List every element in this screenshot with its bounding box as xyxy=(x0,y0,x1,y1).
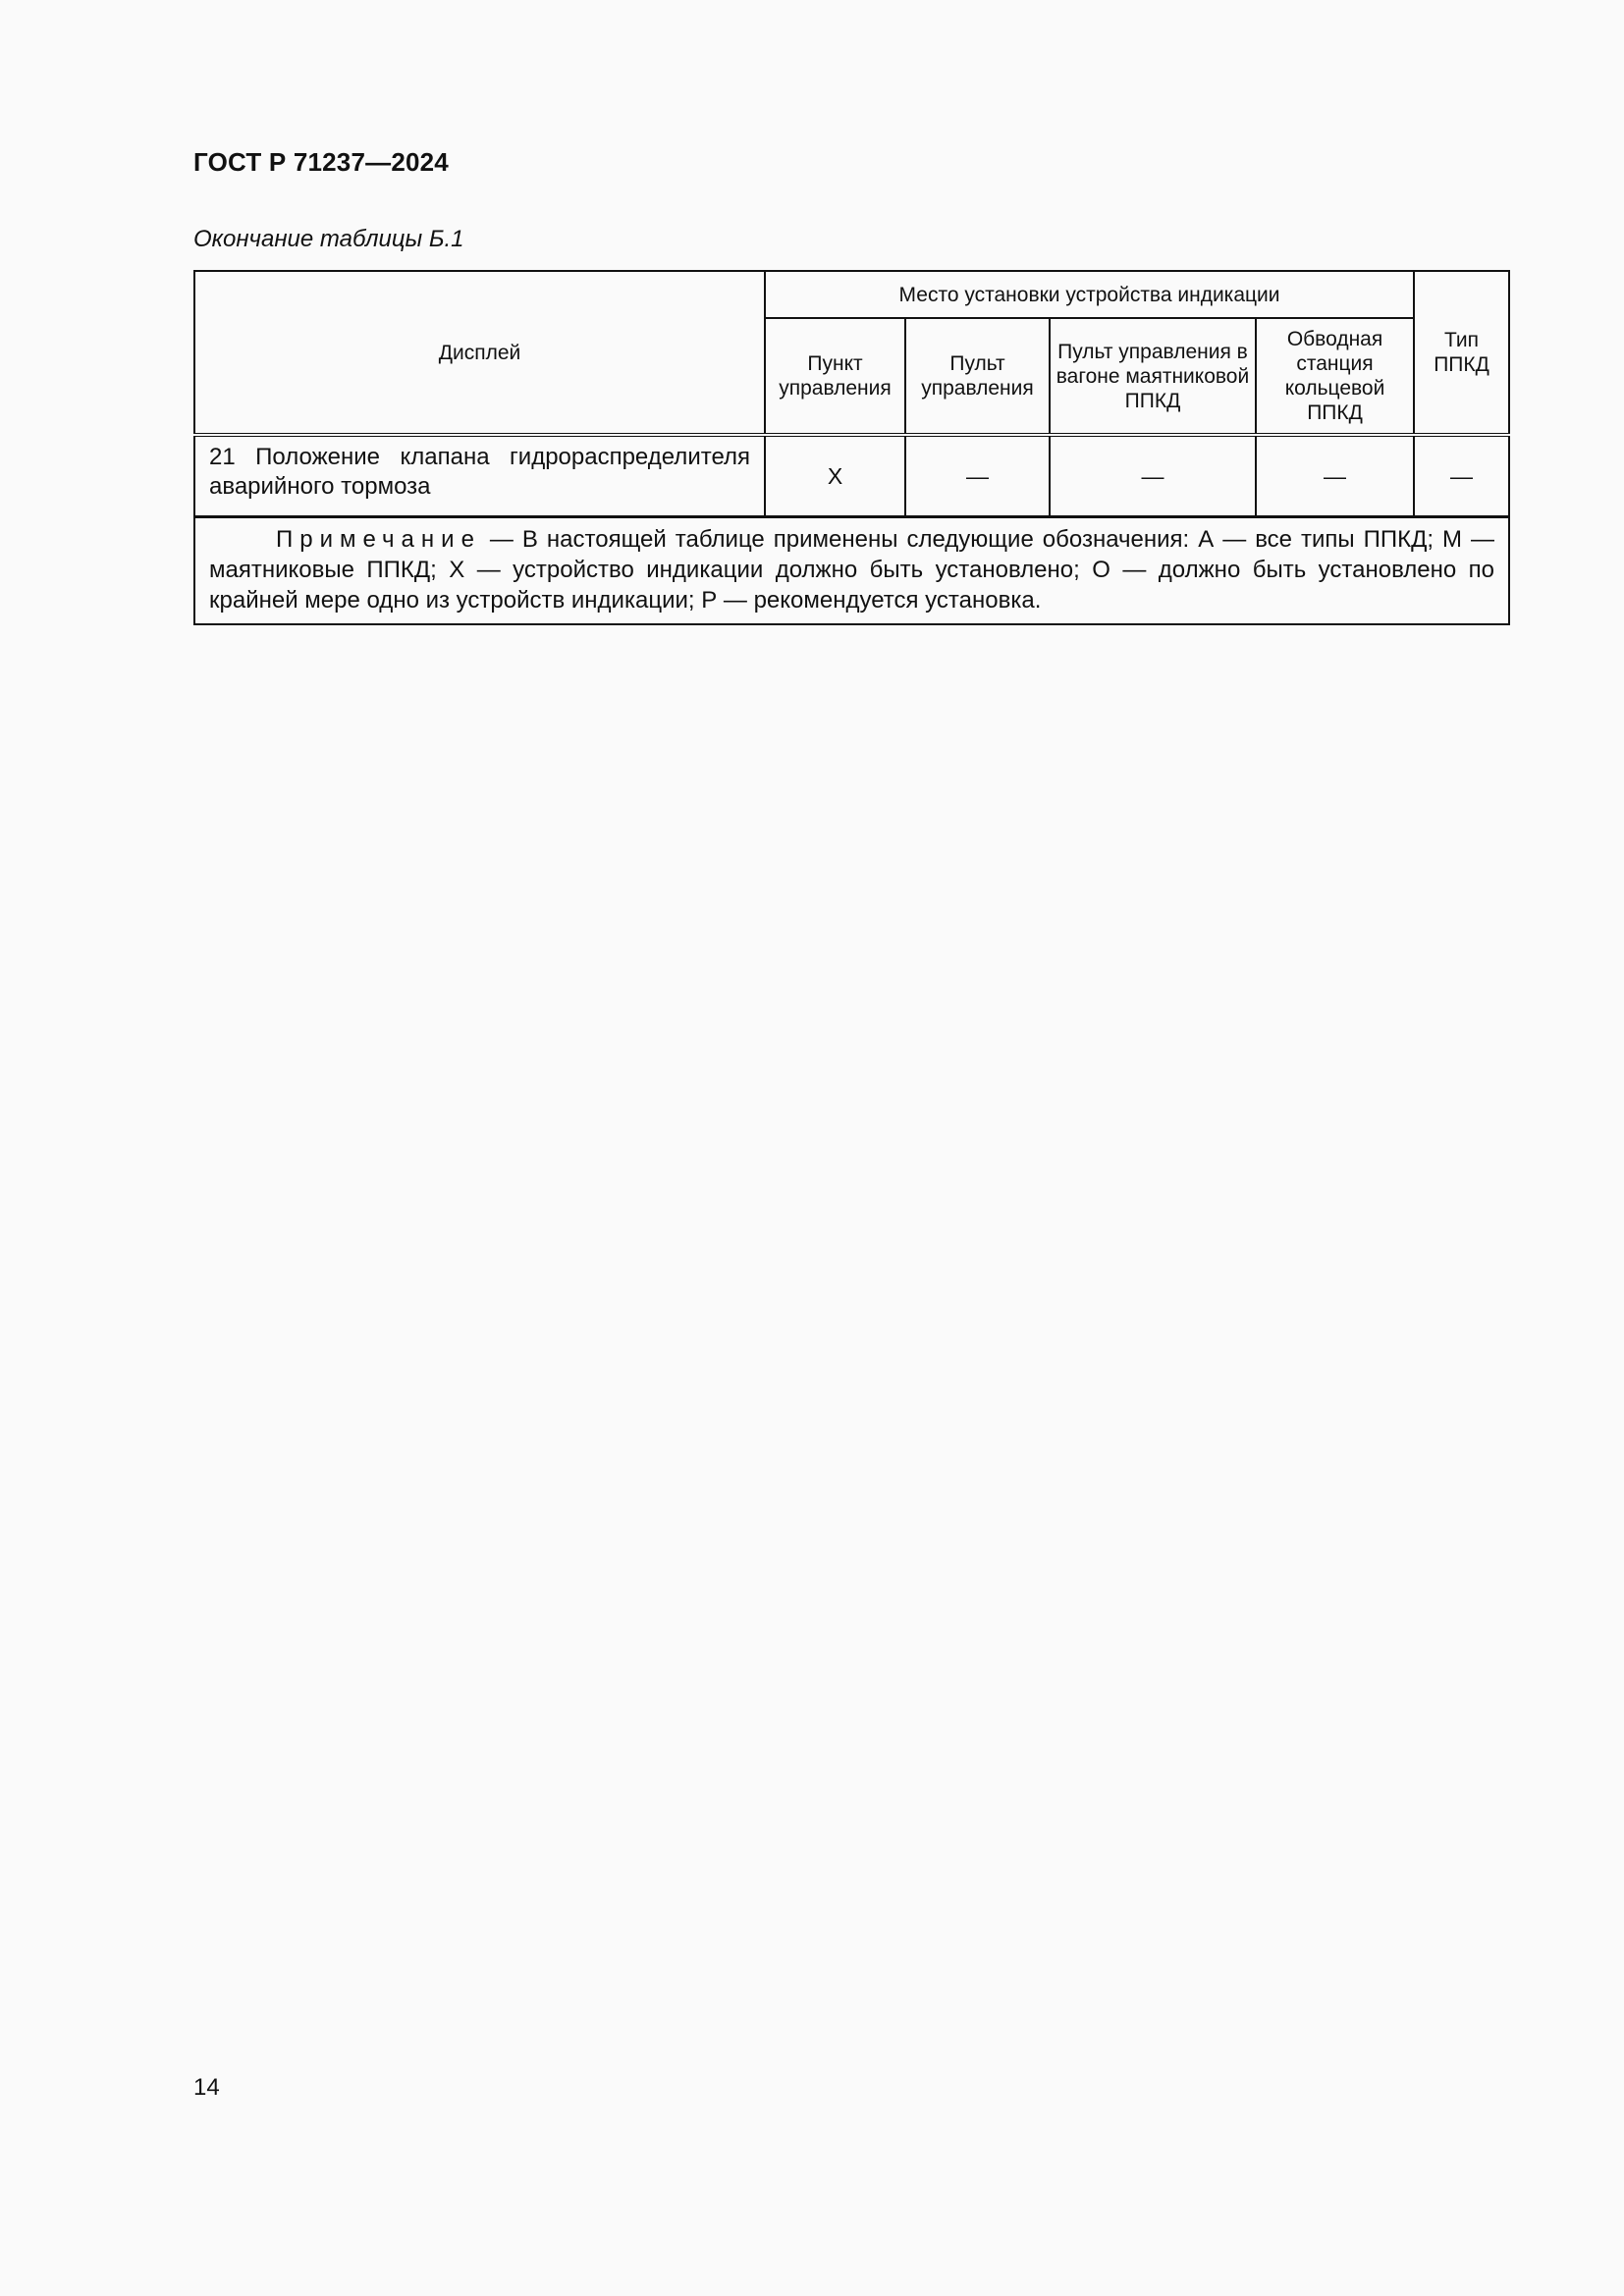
note-label: Примечание xyxy=(276,526,481,553)
page-number: 14 xyxy=(193,2074,220,2101)
display-cell: 21 Положение клапана гидрораспределителя аварийного тормоза xyxy=(194,435,765,517)
value-cell-control-point: X xyxy=(765,435,905,517)
subheader-control-panel: Пульт управления xyxy=(905,318,1050,435)
subheader-bypass-station: Обводная станция кольцевой ППКД xyxy=(1256,318,1414,435)
value-cell-type: — xyxy=(1414,435,1509,517)
table-caption: Окончание таблицы Б.1 xyxy=(193,226,464,252)
value-cell-pendulum-car-panel: — xyxy=(1050,435,1256,517)
subheader-control-point: Пункт управления xyxy=(765,318,905,435)
indication-table xyxy=(193,270,1510,625)
value-cell-bypass-station: — xyxy=(1256,435,1414,517)
table-header-row xyxy=(194,271,1509,318)
table-row xyxy=(194,435,1509,517)
table-note xyxy=(194,517,1509,625)
installation-group-header: Место установки устройства индикации xyxy=(765,271,1414,318)
note-text: — В настоящей таблице применены следующие обозначения: А — все типы ППКД; М — маятниковые ППКД; X — устройство индикации должно быть установлено; О — должно быть установлено по крайней мере одно из устройств индикации; Р — рекомендуется установка. xyxy=(209,526,1495,614)
value-cell-control-panel: — xyxy=(905,435,1050,517)
note-row xyxy=(194,517,1509,625)
display-column-header: Дисплей xyxy=(194,271,765,435)
type-column-header: Тип ППКД xyxy=(1414,271,1509,435)
subheader-pendulum-car-panel: Пульт управления в вагоне маятниковой ППКД xyxy=(1050,318,1256,435)
document-code: ГОСТ Р 71237—2024 xyxy=(193,147,449,177)
